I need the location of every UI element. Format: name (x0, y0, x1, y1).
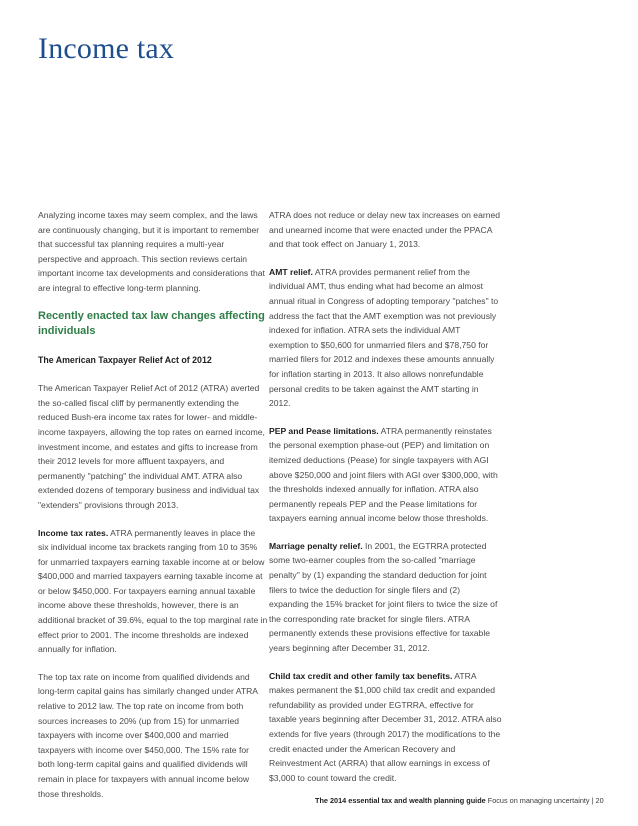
page-number: 20 (595, 796, 604, 805)
page-footer (315, 796, 604, 805)
pep-pease-lead: PEP and Pease limitations. (269, 425, 379, 436)
atra-paragraph: The American Taxpayer Relief Act of 2012 (ATRA) averted the so-called fiscal cliff by permanently extending the reduced Bush-era income tax rates for lower- and middle-income taxpayers, allowing the top rates on earned income, investment income, and estates and gifts to increase from their 2012 levels for more affluent taxpayers, and permanently "patching" the individual AMT. ATRA also extended dozens of temporary business and individual tax "extenders" provisions through 2013. (38, 383, 265, 510)
right-column (269, 208, 502, 798)
footer-guide-subtitle: Focus on managing uncertainty (485, 796, 590, 805)
income-tax-rates-lead: Income tax rates. (38, 527, 109, 538)
footer-separator: | (589, 796, 596, 805)
amt-relief-paragraph (269, 265, 502, 411)
pep-pease-body: ATRA permanently reinstates the personal exemption phase-out (PEP) and limitation on itemized deductions (Pease) for single taxpayers with AGI above $250,000 and joint filers with AGI over $300,000, with the thresholds indexed annually for inflation. ATRA also permanently repeals PEP and the Pease limitations for taxpayers earning annual income below those thresholds. (269, 425, 498, 524)
act-heading: The American Taxpayer Relief Act of 2012 (38, 354, 212, 365)
child-tax-credit-body: ATRA makes permanent the $1,000 child tax credit and expanded refundability as provided under EGTRRA, effective for taxable years beginning after December 31, 2012. ATRA also extends for five years (through 2017) the modifications to the credit enacted under the American Recovery and Reinvestment Act (ARRA) that allow earnings in excess of $3,000 to count toward the credit. (269, 670, 502, 783)
page-title: Income tax (38, 32, 175, 65)
child-tax-credit-paragraph (269, 669, 502, 786)
capital-gains-paragraph: The top tax rate on income from qualified dividends and long-term capital gains has similarly changed under ATRA relative to 2012 law. The top rate on income from both sources increases to 20% (up from 15) for unmarried taxpayers with income over $400,000 and married taxpayers with income over $450,000. The 15% rate for both long-term capital gains and qualified dividends will remain in place for taxpayers with annual income below those thresholds. (38, 671, 258, 799)
marriage-penalty-paragraph (269, 539, 502, 656)
amt-relief-lead: AMT relief. (269, 266, 313, 277)
intro-paragraph: Analyzing income taxes may seem complex, and the laws are continuously changing, but it is important to remember that successful tax planning requires a multi-year perspective and approach. This section reviews certain important income tax developments and considerations that are integral to effective long-term planning. (38, 210, 265, 293)
marriage-penalty-lead: Marriage penalty relief. (269, 540, 363, 551)
section-subheading: Recently enacted tax law changes affecting individuals (38, 309, 265, 337)
pep-pease-paragraph (269, 424, 502, 526)
income-tax-rates-paragraph (38, 526, 268, 657)
left-column (38, 208, 268, 814)
child-tax-credit-lead: Child tax credit and other family tax benefits. (269, 670, 453, 681)
footer-guide-title: The 2014 essential tax and wealth planning guide (315, 796, 486, 805)
marriage-penalty-body: In 2001, the EGTRRA protected some two-earner couples from the so-called "marriage penalty" by (1) expanding the standard deduction for joint filers to twice the deduction for single filers and (2) expanding the 15% bracket for joint filers to twice the size of the corresponding rate bracket for single filers. ATRA permanently extends these provisions effective for taxable years beginning after December 31, 2012. (269, 540, 498, 654)
amt-relief-body: ATRA provides permanent relief from the individual AMT, thus ending what had become an almost annual ritual in Congress of adopting temporary "patches" to address the fact that the AMT exemption was not previously indexed for inflation. ATRA sets the individual AMT exemption to $50,600 for unmarried filers and $78,750 for married filers for 2012 and indexes these amounts annually for inflation starting in 2013. It also allows nonrefundable personal credits to be taken against the AMT starting in 2012. (269, 266, 499, 409)
income-tax-rates-body: ATRA permanently leaves in place the six individual income tax brackets ranging from 10 to 35% for unmarried taxpayers earning taxable income at or below $400,000 and married taxpayers earning taxable income at or below $450,000. For taxpayers earning annual taxable income above these thresholds, however, there is an additional bracket of 39.6%, equal to the top marginal rate in effect prior to 2001. The income thresholds are indexed annually for inflation. (38, 527, 268, 655)
atra-continuation-paragraph: ATRA does not reduce or delay new tax increases on earned and unearned income that were enacted under the PPACA and that took effect on January 1, 2013. (269, 210, 501, 250)
